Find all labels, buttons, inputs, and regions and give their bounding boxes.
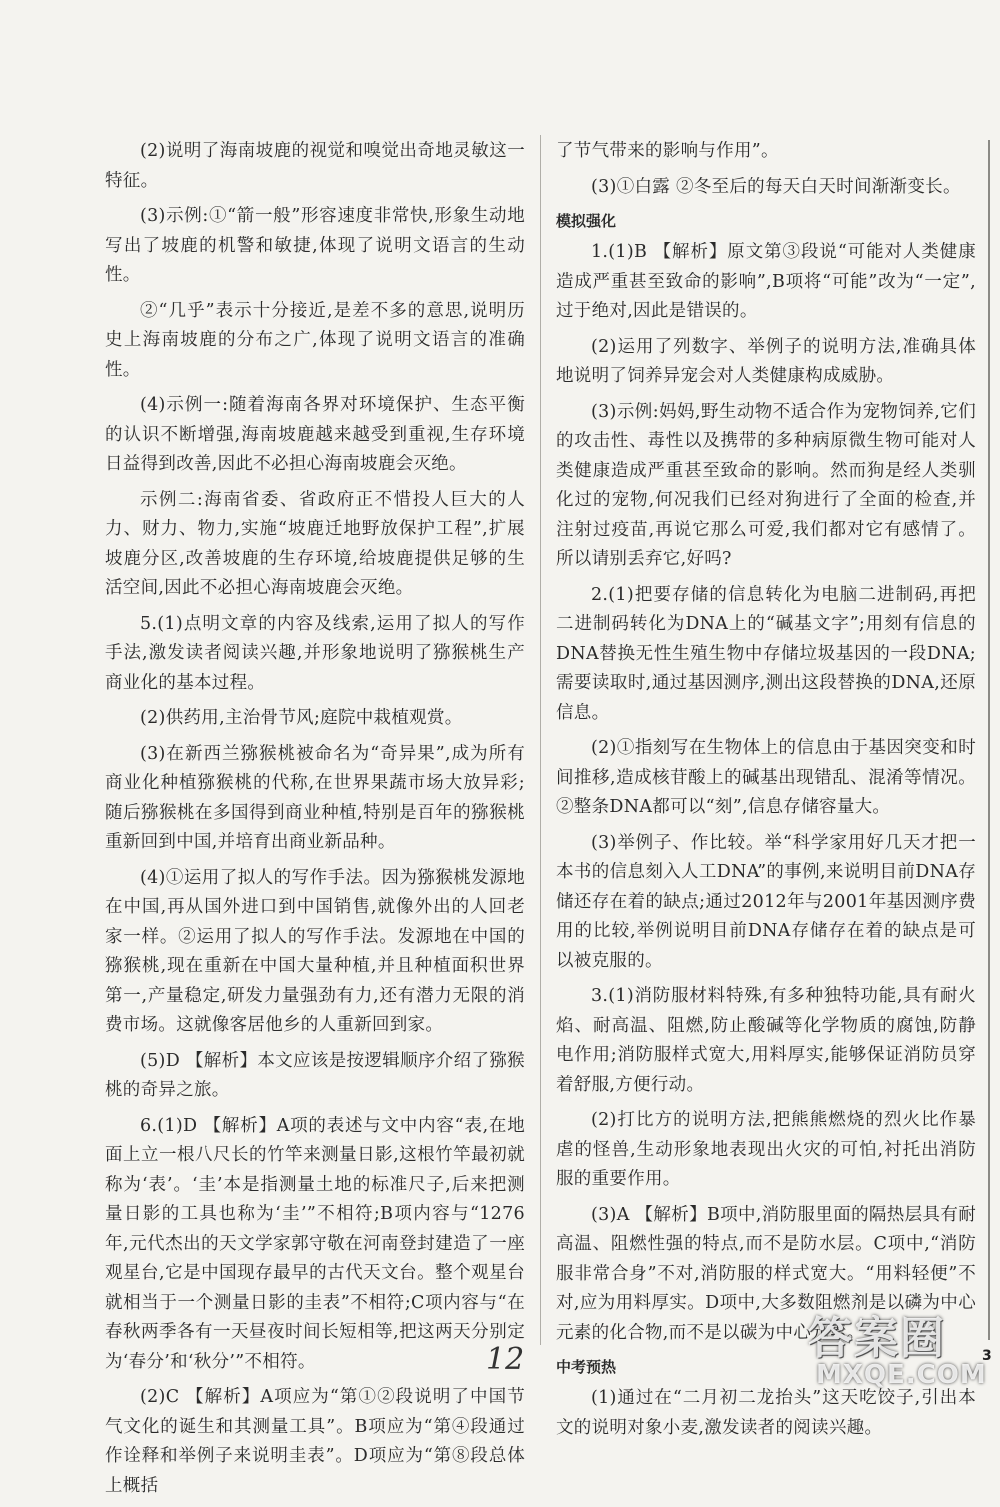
- paragraph: (3)示例:①“箭一般”形容速度非常快,形象生动地写出了坡鹿的机警和敏捷,体现了说明文语言的生动性。: [105, 206, 525, 285]
- paragraph: (3)示例:妈妈,野生动物不适合作为宠物饲养,它们的攻击性、毒性以及携带的多种病原微生物可能对人类健康造成严重甚至致命的影响。然而狗是经人类驯化过的宠物,何况我们已经对狗进行了全面的检查,并注射过疫苗,再说它那么可爱,我们都对它有感情了。所以请别丢弃它,好吗?: [556, 401, 976, 569]
- paragraph: 了节气带来的影响与作用”。: [556, 141, 779, 161]
- paragraph: 5.(1)点明文章的内容及线索,运用了拟人的写作手法,激发读者阅读兴趣,并形象地说明了猕猴桃生产商业化的基本过程。: [105, 613, 525, 693]
- paragraph: 1.(1)B 【解析】原文第③段说“可能对人类健康造成严重甚至致命的影响”,B项将“可能”改为“一定”,过于绝对,因此是错误的。: [556, 242, 976, 321]
- paragraph: 3.(1)消防服材料特殊,有多种独特功能,具有耐火焰、耐高温、阻燃,防止酸碱等化学物质的腐蚀,防静电作用;消防服样式宽大,用料厚实,能够保证消防员穿着舒服,方便行动。: [556, 986, 976, 1095]
- paragraph: (2)说明了海南坡鹿的视觉和嗅觉出奇地灵敏这一特征。: [105, 141, 525, 191]
- paragraph: (3)在新西兰猕猴桃被命名为“奇异果”,成为所有商业化种植猕猴桃的代称,在世界果蔬市场大放异彩;随后猕猴桃在多国得到商业种植,特别是百年的猕猴桃重新回到中国,并培育出商业新品种。: [105, 743, 525, 852]
- paragraph: 示例二:海南省委、省政府正不惜投人巨大的人力、财力、物力,实施“坡鹿迁地野放保护工程”,扩展坡鹿分区,改善坡鹿的生存环境,给坡鹿提供足够的生活空间,因此不必担心海南坡鹿会灭绝。: [105, 489, 525, 598]
- paragraph: (4)①运用了拟人的写作手法。因为猕猴桃发源地在中国,再从国外进口到中国销售,就像外出的人回老家一样。②运用了拟人的写作手法。发源地在中国的猕猴桃,现在重新在中国大量种植,并且种植面积世界第一,产量稳定,研发力量强劲有力,还有潜力无限的消费市场。这就像客居他乡的人重新回到家。: [105, 867, 525, 1035]
- paragraph: ②“几乎”表示十分接近,是差不多的意思,说明历史上海南坡鹿的分布之广,体现了说明文语言的准确性。: [105, 300, 525, 380]
- paragraph: (3)①白露 ②冬至后的每天白天时间渐渐变长。: [591, 176, 961, 197]
- paragraph: (1)通过在“二月初二龙抬头”这天吃饺子,引出本文的说明对象小麦,激发读者的阅读兴趣。: [556, 1388, 976, 1438]
- paragraph: (5)D 【解析】本文应该是按逻辑顺序介绍了猕猴桃的奇异之旅。: [105, 1050, 525, 1100]
- right-column: [556, 137, 976, 1449]
- section-heading-zhongkao: 中考预热: [556, 1358, 617, 1376]
- paragraph: (2)打比方的说明方法,把熊熊燃烧的烈火比作暴虐的怪兽,生动形象地表现出火灾的可怕,衬托出消防服的重要作用。: [556, 1110, 976, 1189]
- page-number: 12: [486, 1342, 525, 1377]
- column-divider: [540, 135, 541, 1345]
- page-edge-line: [988, 140, 990, 1340]
- paragraph: (3)A 【解析】B项中,消防服里面的隔热层具有耐高温、阻燃性强的特点,而不是防水层。C项中,“消防服非常合身”不对,消防服的样式宽大。“用料轻便”不对,应为用料厚实。D项中,大多数阻燃剂是以磷为中心元素的化合物,而不是以碳为中心元素。: [556, 1204, 976, 1343]
- paragraph: (2)C 【解析】A项应为“第①②段说明了中国节气文化的诞生和其测量工具”。B项应为“第④段通过作诠释和举例子来说明圭表”。D项应为“第⑧段总体上概括: [105, 1387, 525, 1496]
- watermark-mark-text: 答案圈: [808, 1313, 946, 1364]
- watermark-site-text: MXQE.COM: [816, 1360, 987, 1390]
- paragraph: (2)①指刻写在生物体上的信息由于基因突变和时间推移,造成核苷酸上的碱基出现错乱、混淆等情况。②整条DNA都可以“刻”,信息存储容量大。: [556, 738, 976, 817]
- paragraph: (4)示例一:随着海南各界对环境保护、生态平衡的认识不断增强,海南坡鹿越来越受到重视,生存环境日益得到改善,因此不必担心海南坡鹿会灭绝。: [105, 395, 525, 474]
- corner-number: 3: [982, 1348, 992, 1364]
- section-heading-moni: 模拟强化: [556, 212, 617, 230]
- paragraph: 6.(1)D 【解析】A项的表述与文中内容“表,在地面上立一根八尺长的竹竿来测量日影,这根竹竿最初就称为‘表’。‘圭’本是指测量土地的标准尺子,后来把测量日影的工具也称为‘圭’”不相符;B项内容与“1276年,元代杰出的天文学家郭守敬在河南登封建造了一座观星台,它是中国现存最早的古代天文台。整个观星台就相当于一个测量日影的圭表”不相符;C项内容与“在春秋两季各有一天昼夜时间长短相等,把这两天分别定为‘春分’和‘秋分’”不相符。: [105, 1115, 525, 1372]
- paragraph: (2)供药用,主治骨节风;庭院中栽植观赏。: [140, 708, 463, 728]
- paragraph: (2)运用了列数字、举例子的说明方法,准确具体地说明了饲养异宠会对人类健康构成威胁。: [556, 336, 976, 386]
- paragraph: (3)举例子、作比较。举“科学家用好几天才把一本书的信息刻入人工DNA”的事例,来说明目前DNA存储还存在着的缺点;通过2012年与2001年基因测序费用的比较,举例说明目前DNA存储存在着的缺点是可以被克服的。: [556, 832, 976, 971]
- paragraph: 2.(1)把要存储的信息转化为电脑二进制码,再把二进制码转化为DNA上的“碱基文字”;用刻有信息的DNA替换无性生殖生物中存储垃圾基因的一段DNA;需要读取时,通过基因测序,测出这段替换的DNA,还原信息。: [556, 584, 976, 723]
- left-column: [105, 137, 525, 1507]
